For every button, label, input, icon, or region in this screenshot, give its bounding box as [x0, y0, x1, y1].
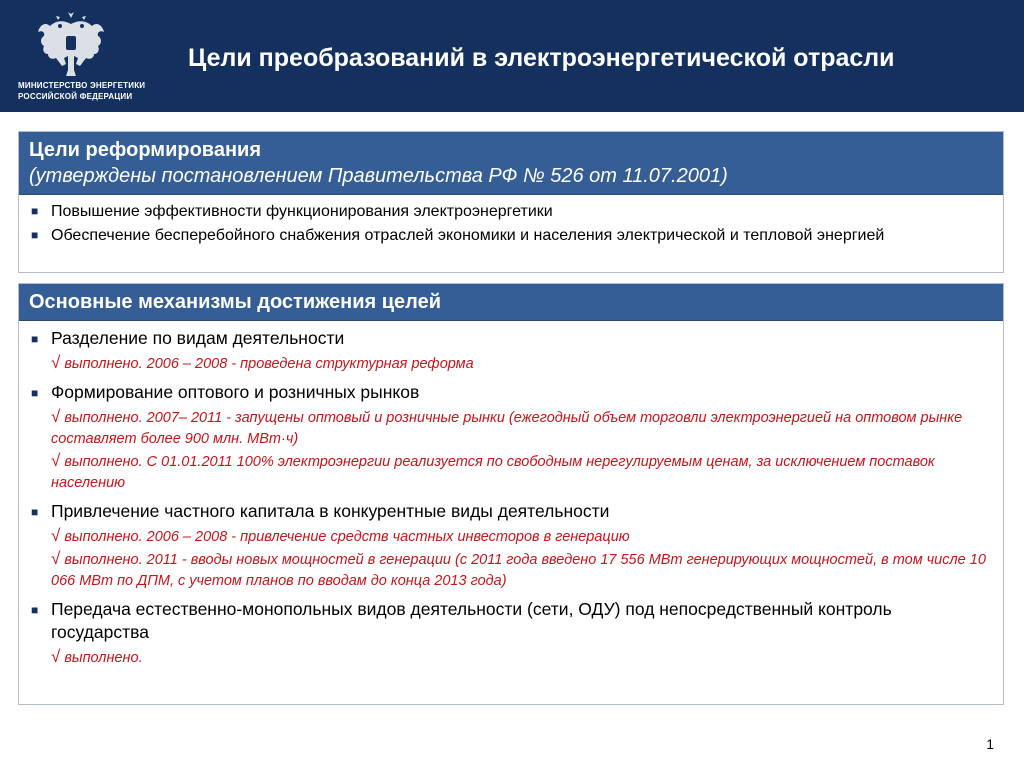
bullet-icon: ■ [31, 603, 39, 617]
check-icon: √ [51, 353, 61, 372]
result-line [51, 406, 993, 450]
result-line [51, 548, 993, 592]
result-text: выполнено. 2006 – 2008 - проведена структурная реформа [64, 356, 474, 372]
mechanisms-panel [18, 283, 1004, 705]
mechanism-item [27, 500, 993, 592]
goal-text: Повышение эффективности функционирования электроэнергетики [51, 203, 553, 220]
check-icon: √ [51, 407, 61, 426]
mechanisms-list [19, 321, 1003, 669]
header-bar [0, 0, 1024, 112]
goal-item [27, 225, 993, 246]
mechanism-results [51, 406, 993, 494]
check-icon: √ [51, 549, 61, 568]
bullet-icon: ■ [31, 228, 39, 242]
ministry-name [18, 80, 158, 102]
result-line [51, 450, 993, 494]
mechanism-item [27, 598, 993, 669]
mechanism-item [27, 381, 993, 494]
check-icon: √ [51, 451, 61, 470]
ministry-line-1: МИНИСТЕРСТВО ЭНЕРГЕТИКИ [18, 81, 146, 90]
goals-title: Цели реформирования [29, 139, 262, 161]
ministry-line-2: РОССИЙСКОЙ ФЕДЕРАЦИИ [18, 92, 133, 101]
result-text: выполнено. 2007– 2011 - запущены оптовый и розничные рынки (ежегодный объем торговли электроэнергией на оптовом рынке составляет более 900 млн. МВт·ч) [51, 410, 963, 447]
check-icon: √ [51, 526, 61, 545]
result-line [51, 646, 993, 669]
bullet-icon: ■ [31, 505, 39, 519]
goal-text: Обеспечение бесперебойного снабжения отраслей экономики и населения электрической и тепловой энергией [51, 227, 885, 244]
bullet-icon: ■ [31, 332, 39, 346]
mechanisms-title: Основные механизмы достижения целей [29, 291, 442, 313]
result-text: выполнено. 2006 – 2008 - привлечение средств частных инвесторов в генерацию [64, 529, 630, 545]
mechanism-text: Передача естественно-монопольных видов деятельности (сети, ОДУ) под непосредственный контроль государства [51, 599, 892, 642]
result-text: выполнено. С 01.01.2011 100% электроэнергии реализуется по свободным нерегулируемым ценам, за исключением поставок населению [51, 454, 935, 491]
mechanism-text: Привлечение частного капитала в конкурентные виды деятельности [51, 501, 610, 521]
mechanism-results [51, 646, 993, 669]
mechanism-item [27, 327, 993, 375]
result-text: выполнено. 2011 - вводы новых мощностей в генерации (с 2011 года введено 17 556 МВт генерирующих мощностей, в том числе 10 066 МВт по ДПМ, с учетом планов по вводам до конца 2013 года) [51, 552, 986, 589]
result-line [51, 352, 993, 375]
emblem-icon [36, 10, 106, 78]
result-text: выполнено. [64, 650, 143, 666]
mechanisms-panel-header [19, 284, 1003, 321]
goals-panel [18, 131, 1004, 273]
check-icon: √ [51, 647, 61, 666]
mechanism-results [51, 525, 993, 592]
goals-subtitle: (утверждены постановлением Правительства РФ № 526 от 11.07.2001) [29, 165, 728, 187]
goals-list [19, 195, 1003, 246]
goal-item [27, 201, 993, 222]
goals-panel-header [19, 132, 1003, 195]
result-line [51, 525, 993, 548]
mechanism-text: Разделение по видам деятельности [51, 328, 345, 348]
bullet-icon: ■ [31, 204, 39, 218]
mechanism-text: Формирование оптового и розничных рынков [51, 382, 420, 402]
mechanism-results [51, 352, 993, 375]
bullet-icon: ■ [31, 386, 39, 400]
page-number: 1 [986, 736, 994, 752]
slide-title: Цели преобразований в электроэнергетической отрасли [188, 44, 895, 72]
